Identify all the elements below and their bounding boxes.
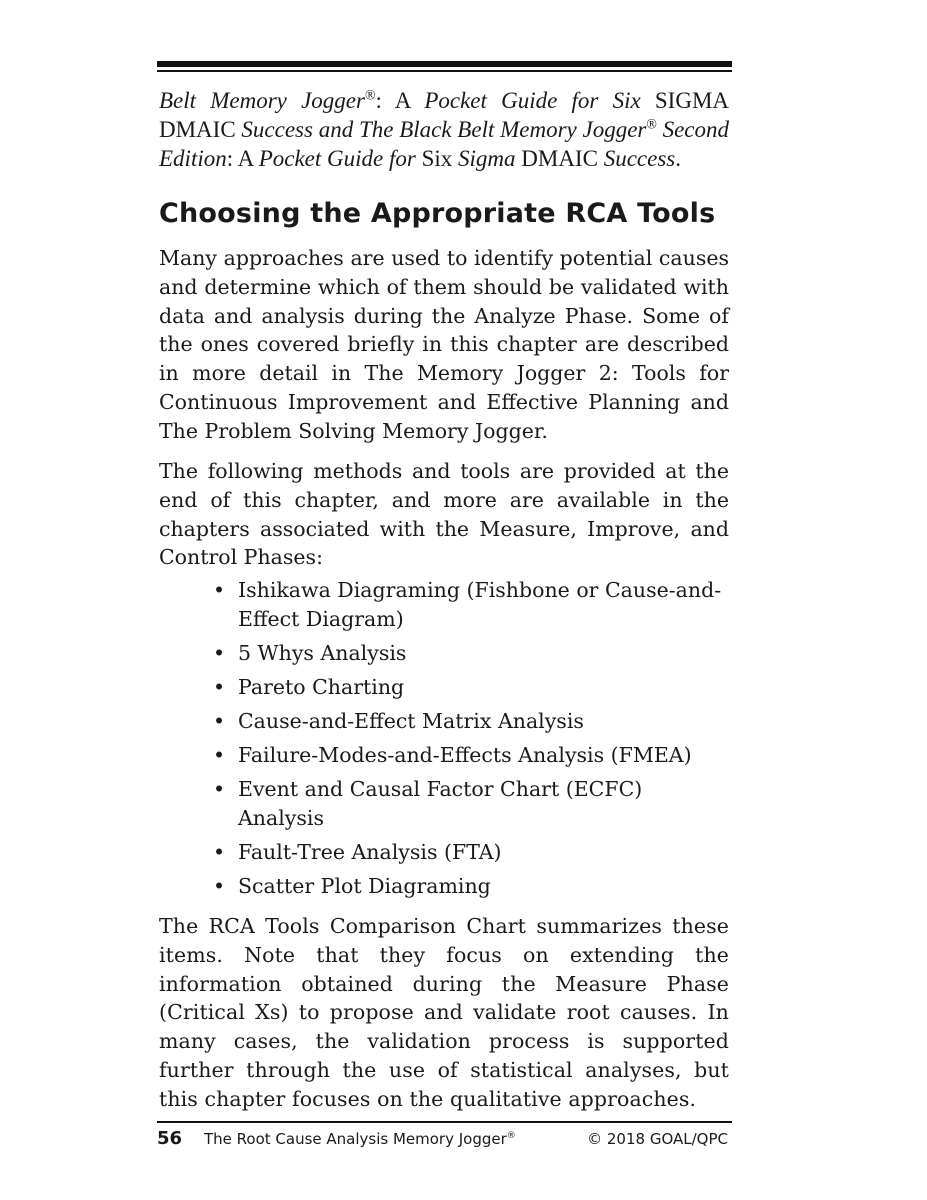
list-item-text: Cause-and-Effect Matrix Analysis (238, 709, 584, 733)
list-item-text: Fault-Tree Analysis (FTA) (238, 840, 502, 864)
registered-mark: ® (506, 1131, 516, 1141)
bullet-icon: • (213, 641, 226, 665)
bullet-icon: • (213, 743, 226, 767)
copyright-notice: © 2018 GOAL/QPC (587, 1130, 728, 1148)
intro-text: Pocket Guide for Six (424, 88, 641, 113)
intro-text: SIGMA DMAIC (159, 88, 730, 142)
body-paragraph-1: Many approaches are used to identify potential causes and determine which of them should be validated with data and analysis during the Analyze Phase. Some of the ones covered briefly in this chapter are described in more detail in The Memory Jogger 2: Tools for Continuous Improvement and Effective Planning and The Problem Solving Memory Jogger. (159, 246, 729, 443)
list-item (210, 576, 730, 634)
list-item (210, 673, 730, 702)
book-title (204, 1130, 516, 1148)
list-item-text: Ishikawa Diagraming (Fishbone or Cause-and-Effect Diagram) (238, 578, 722, 631)
bullet-icon: • (213, 874, 226, 898)
body-paragraph-3: The RCA Tools Comparison Chart summarizes these items. Note that they focus on extending the information obtained during the Measure Phase (Critical Xs) to propose and validate root causes. In many cases, the validation process is supported further through the use of statistical analyses, but this chapter focuses on the qualitative approaches. (159, 914, 729, 1111)
list-item-text: Failure-Modes-and-Effects Analysis (FMEA) (238, 743, 692, 767)
list-item (210, 741, 730, 770)
section-heading: Choosing the Appropriate RCA Tools (159, 198, 716, 229)
intro-text: . (675, 146, 681, 171)
list-item-text: 5 Whys Analysis (238, 641, 407, 665)
list-item (210, 838, 730, 867)
registered-mark: ® (364, 87, 376, 103)
intro-text: : A (226, 146, 259, 171)
list-item-text: Pareto Charting (238, 675, 405, 699)
bullet-icon: • (213, 675, 226, 699)
list-item (210, 707, 730, 736)
list-item-text: Event and Causal Factor Chart (ECFC) Analysis (238, 777, 643, 830)
page-footer (157, 1128, 732, 1154)
list-item (210, 639, 730, 668)
top-rule-thin (157, 70, 732, 72)
bullet-icon: • (213, 840, 226, 864)
list-item (210, 872, 730, 901)
body-paragraph-2: The following methods and tools are provided at the end of this chapter, and more are available in the chapters associated with the Measure, Improve, and Control Phases: (159, 459, 729, 570)
book-title-text: The Root Cause Analysis Memory Jogger (204, 1130, 507, 1148)
intro-text: Sigma (458, 146, 516, 171)
intro-text: Belt Memory Jogger (159, 88, 365, 113)
intro-text: Six (415, 146, 459, 171)
bullet-icon: • (213, 709, 226, 733)
footer-rule (157, 1121, 732, 1123)
list-item (210, 775, 730, 833)
intro-text: Success (603, 146, 676, 171)
page-number: 56 (157, 1128, 183, 1149)
list-item-text: Scatter Plot Diagraming (238, 874, 491, 898)
intro-text: : A (375, 88, 425, 113)
bullet-icon: • (213, 777, 226, 801)
intro-text: Pocket Guide for (258, 146, 416, 171)
intro-text: DMAIC (515, 146, 604, 171)
tools-bullet-list (210, 576, 730, 906)
intro-text: Second Edition (159, 117, 730, 171)
intro-text: Success and The Black Belt Memory Jogger (241, 117, 647, 142)
intro-paragraph (159, 86, 729, 173)
bullet-icon: • (213, 578, 226, 602)
registered-mark: ® (646, 116, 657, 132)
top-rule-thick (157, 61, 732, 67)
